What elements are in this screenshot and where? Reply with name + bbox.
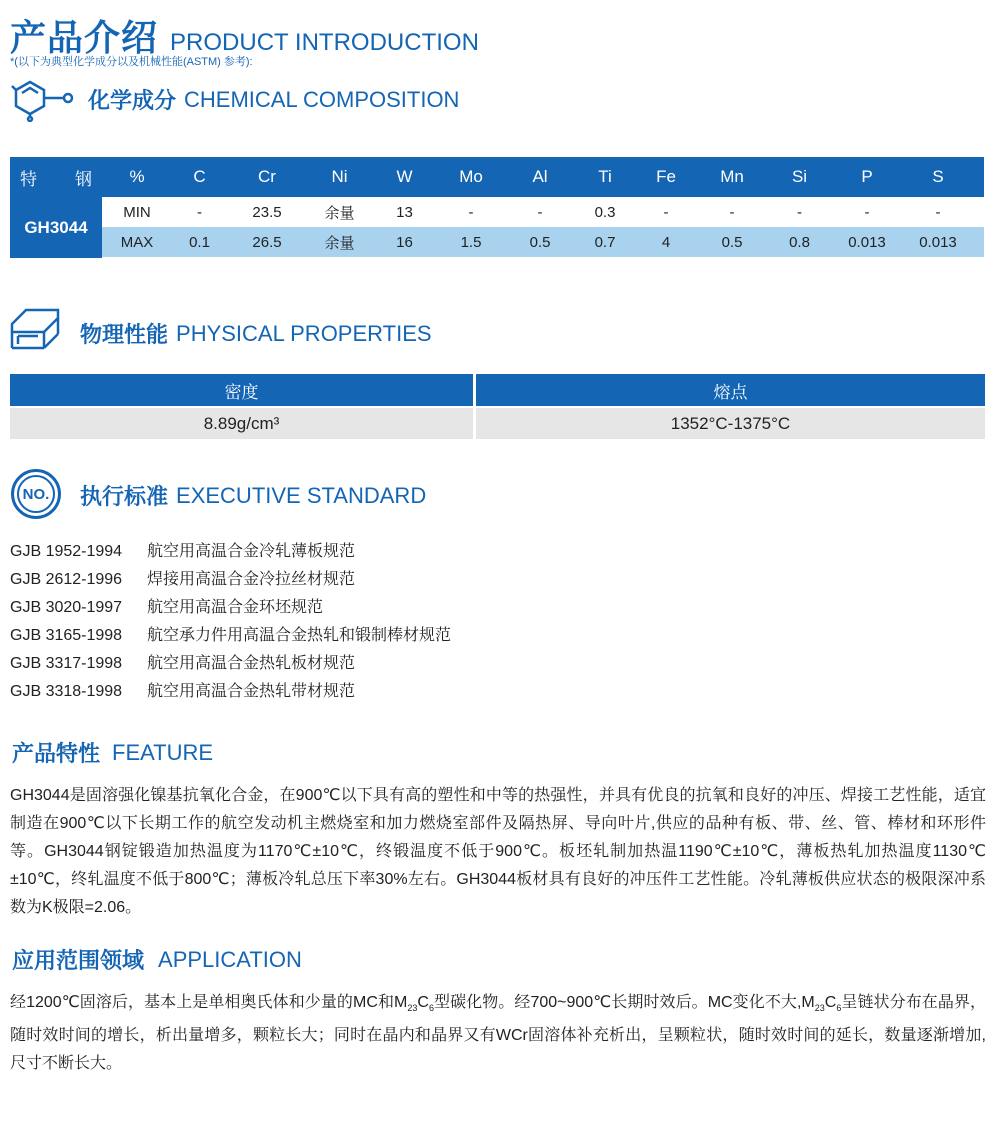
table-cell: - <box>797 203 802 221</box>
header-cr: Cr <box>258 167 276 186</box>
standard-code: GJB 2612-1996 <box>10 571 123 588</box>
header-mo: Mo <box>459 167 483 186</box>
header-mn: Mn <box>720 167 744 186</box>
steel-profile-icon <box>8 306 64 352</box>
chemical-table <box>10 157 984 258</box>
application-heading <box>12 944 302 975</box>
table-cell: - <box>864 203 870 221</box>
physical-heading-cn: 物理性能 <box>80 322 169 347</box>
application-text-part: C <box>824 994 837 1011</box>
table-cell: 0.8 <box>789 233 810 251</box>
feature-text: GH3044是固溶强化镍基抗氧化合金，在900℃以下具有高的塑性和中等的热强性，并具有优良的抗氧和良好的冲压、焊接工艺性能，适宜制造在900℃以下长期工作的航空发动机主燃烧室和加力燃烧室部件及隔热屏、导向叶片,供应的品种有板、带、丝、管、棒材和环形件等。GH3044钢锭锻造加热温度为1170℃±10℃，终锻温度不低于900℃。板坯轧制加热温1190℃±10℃，薄板热轧加热温度1130℃±10℃，终轧温度不低于800℃；薄板冷轧总压下率30%左右。GH3044板材具有良好的冲压件工艺性能。冷轧薄板供应状态的极限深冲系数为K极限=2.06。 <box>10 787 986 916</box>
melting-label: 熔点 <box>476 374 985 406</box>
subscript: 23 <box>407 1003 418 1014</box>
application-text-part: 型碳化物。经700~900℃长期时效后。MC变化不大,M <box>433 994 815 1011</box>
standard-code: GJB 3317-1998 <box>10 655 123 672</box>
list-item <box>10 678 451 706</box>
number-badge-text: NO. <box>17 475 55 513</box>
standard-heading-cn: 执行标准 <box>80 484 169 509</box>
list-item <box>10 594 451 622</box>
table-cell: 0.5 <box>721 233 743 251</box>
application-text-part: 经1200℃固溶后，基本上是单相奥氏体和少量的MC和M <box>10 994 408 1011</box>
feature-heading <box>12 737 213 768</box>
list-item <box>10 538 451 566</box>
molecule-icon <box>10 76 78 122</box>
standard-name: 航空用高温合金热轧带材规范 <box>147 683 356 700</box>
physical-heading-en: PHYSICAL PROPERTIES <box>176 320 432 346</box>
application-heading-en: APPLICATION <box>158 946 302 972</box>
reference-note: *(以下为典型化学成分以及机械性能(ASTM) 参考): <box>10 56 253 68</box>
header-ti: Ti <box>598 167 612 186</box>
density-label: 密度 <box>10 374 473 406</box>
standard-name: 航空用高温合金环坯规范 <box>147 599 324 616</box>
table-cell: - <box>468 203 474 221</box>
application-text-part: 呈链状分布在晶界，随时效时间的增长，析出量增多，颗粒长大；同时在晶内和晶界又有WCr固溶体补充析出，呈颗粒状，随时效时间的延长，数量逐渐增加,尺寸不断长大。 <box>10 994 986 1073</box>
application-text <box>10 989 986 1078</box>
physical-heading <box>80 318 432 349</box>
standard-code: GJB 3165-1998 <box>10 627 123 644</box>
chemical-heading-en: CHEMICAL COMPOSITION <box>184 86 460 112</box>
subscript: 6 <box>428 1003 434 1014</box>
table-cell: - <box>729 203 735 221</box>
table-cell: 0.013 <box>848 233 886 251</box>
table-row-max <box>102 227 984 257</box>
subscript: 6 <box>836 1003 842 1014</box>
table-cell: MAX <box>120 233 154 251</box>
header-ni: Ni <box>331 167 348 186</box>
table-cell: 13 <box>396 203 413 221</box>
list-item <box>10 566 451 594</box>
chemical-table-body <box>10 197 984 258</box>
header-percent: % <box>129 167 145 186</box>
physical-table <box>10 374 985 439</box>
standard-name: 航空用高温合金冷轧薄板规范 <box>147 543 356 560</box>
table-cell: 26.5 <box>252 233 282 251</box>
header-steel-right: 钢 <box>75 169 92 189</box>
table-cell: 0.013 <box>919 233 957 251</box>
header-w: W <box>396 167 413 186</box>
table-cell: - <box>537 203 543 221</box>
density-column <box>10 374 473 439</box>
application-text-part: C <box>417 994 429 1011</box>
table-cell: 0.5 <box>529 233 551 251</box>
header-p: P <box>861 167 873 186</box>
table-cell: - <box>663 203 669 221</box>
table-cell: MIN <box>123 203 151 221</box>
number-badge-icon <box>11 469 61 519</box>
header-steel-grade <box>10 165 102 190</box>
header-si: Si <box>791 167 808 186</box>
header-steel-left: 特 <box>20 169 37 189</box>
standard-name: 焊接用高温合金冷拉丝材规范 <box>147 571 356 588</box>
chemical-heading-cn: 化学成分 <box>88 88 177 113</box>
chemical-table-header <box>10 157 984 197</box>
feature-heading-en: FEATURE <box>112 739 214 765</box>
standard-code: GJB 3020-1997 <box>10 599 123 616</box>
standard-name: 航空承力件用高温合金热轧和锻制棒材规范 <box>147 627 452 644</box>
page-title-en: PRODUCT INTRODUCTION <box>170 29 479 56</box>
subscript: 23 <box>814 1003 825 1014</box>
header-s: S <box>932 167 944 186</box>
table-cell: 余量 <box>324 204 355 222</box>
melting-column <box>476 374 985 439</box>
application-heading-cn: 应用范围领域 <box>12 948 145 973</box>
table-cell: 23.5 <box>252 203 282 221</box>
grade-cell: GH3044 <box>10 197 102 258</box>
standard-name: 航空用高温合金热轧板材规范 <box>147 655 356 672</box>
page-title-cn: 产品介绍 <box>10 17 159 58</box>
table-cell: 0.1 <box>189 233 210 251</box>
table-cell: 4 <box>661 233 671 251</box>
table-cell: - <box>935 203 941 221</box>
standards-list <box>10 538 451 706</box>
table-cell: - <box>197 203 202 221</box>
list-item <box>10 622 451 650</box>
table-cell: 余量 <box>324 234 355 252</box>
header-fe: Fe <box>656 167 676 186</box>
standard-heading-en: EXECUTIVE STANDARD <box>176 482 427 508</box>
density-value: 8.89g/cm³ <box>10 408 473 439</box>
table-cell: 1.5 <box>460 233 482 251</box>
feature-heading-cn: 产品特性 <box>12 741 101 766</box>
table-cell: 0.3 <box>594 203 616 221</box>
list-item <box>10 650 451 678</box>
header-al: Al <box>532 167 548 186</box>
standard-code: GJB 1952-1994 <box>10 543 123 560</box>
standard-code: GJB 3318-1998 <box>10 683 123 700</box>
melting-value: 1352°C-1375°C <box>476 408 985 439</box>
table-row-min <box>102 197 984 227</box>
chemical-heading <box>88 84 459 115</box>
header-c: C <box>193 167 206 186</box>
standard-heading <box>80 480 426 511</box>
table-cell: 16 <box>396 233 413 251</box>
table-cell: 0.7 <box>594 233 616 251</box>
